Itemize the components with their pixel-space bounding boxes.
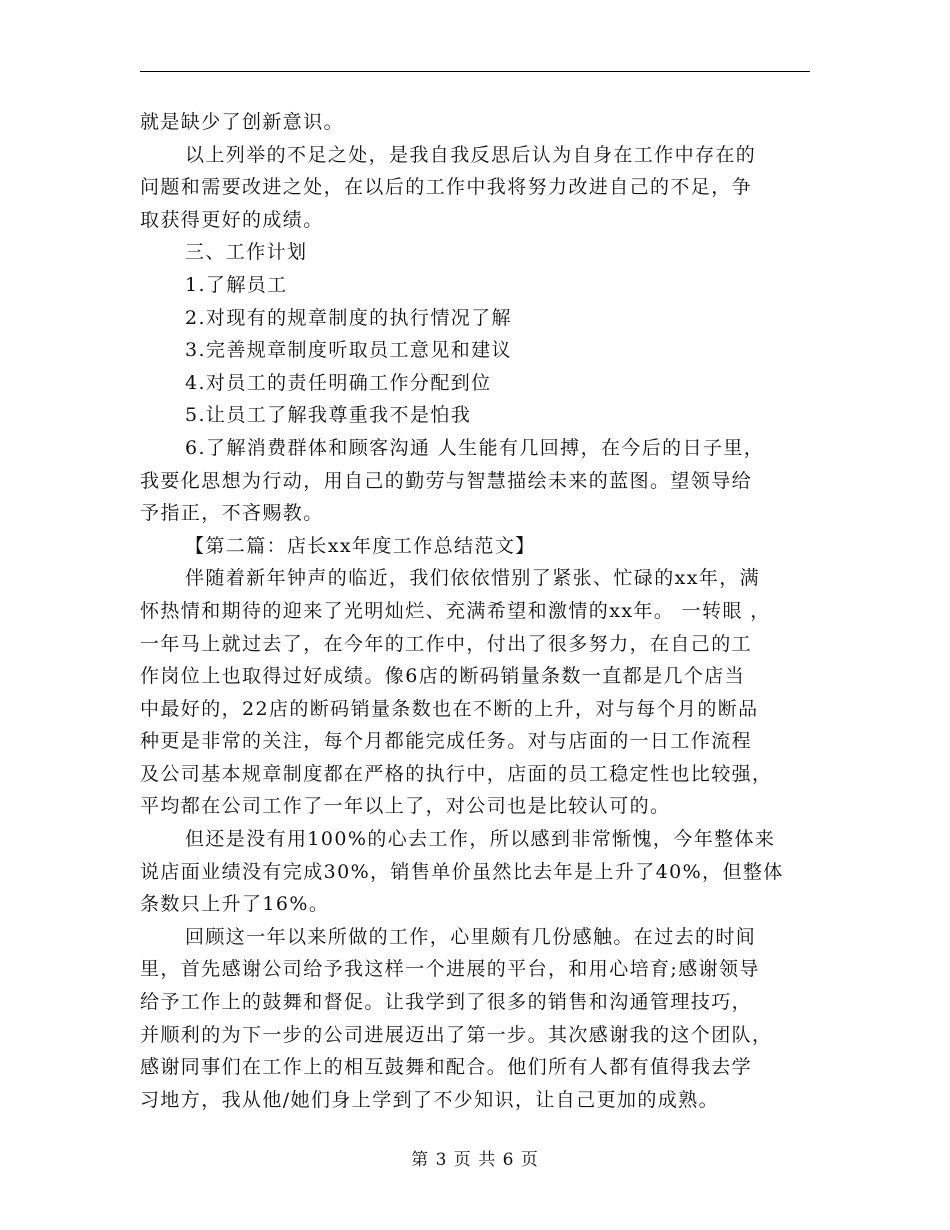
text-line: 3.完善规章制度听取员工意见和建议: [185, 339, 512, 362]
text-line: 回顾这一年以来所做的工作，心里颇有几份感触。在过去的时间: [185, 925, 757, 948]
text-line: 作岗位上也取得过好成绩。像6店的断码销量条数一直都是几个店当: [140, 665, 746, 688]
text-line: 予指正，不吝赐教。: [140, 502, 324, 525]
text-line: 里，首先感谢公司给予我这样一个进展的平台，和用心培育;感谢领导: [140, 958, 760, 981]
text-line: 感谢同事们在工作上的相互鼓舞和配合。他们所有人都有值得我去学: [140, 1056, 753, 1079]
text-line: 1.了解员工: [185, 273, 288, 296]
text-line: 给予工作上的鼓舞和督促。让我学到了很多的销售和沟通管理技巧，: [140, 991, 753, 1014]
text-line: 2.对现有的规章制度的执行情况了解: [185, 306, 512, 329]
text-line: 伴随着新年钟声的临近，我们依依惜别了紧张、忙碌的xx年，满: [185, 567, 761, 590]
page-footer: 第 3 页 共 6 页: [411, 1150, 539, 1170]
text-line: 问题和需要改进之处，在以后的工作中我将努力改进自己的不足，争: [140, 176, 753, 199]
text-line: 中最好的，22店的断码销量条数也在不断的上升，对与每个月的断品: [140, 697, 759, 720]
text-line: 三、工作计划: [185, 241, 308, 264]
document-body: [140, 106, 812, 1116]
text-line: 并顺利的为下一步的公司进展迈出了第一步。其次感谢我的这个团队，: [140, 1023, 773, 1046]
text-line: 习地方，我从他/她们身上学到了不少知识，让自己更加的成熟。: [140, 1088, 720, 1111]
text-line: 说店面业绩没有完成30%，销售单价虽然比去年是上升了40%，但整体: [140, 860, 784, 883]
text-line: 以上列举的不足之处，是我自我反思后认为自身在工作中存在的: [185, 143, 757, 166]
text-line: 平均都在公司工作了一年以上了，对公司也是比较认可的。: [140, 795, 671, 818]
text-line: 我要化思想为行动，用自己的勤劳与智慧描绘未来的蓝图。望领导给: [140, 469, 753, 492]
text-line: 取获得更好的成绩。: [140, 208, 324, 231]
header-rule: [140, 71, 810, 72]
text-line: 就是缺少了创新意识。: [140, 111, 345, 133]
text-line: 条数只上升了16%。: [140, 893, 330, 916]
text-line: 及公司基本规章制度都在严格的执行中，店面的员工稳定性也比较强，: [140, 762, 773, 785]
text-line: 怀热情和期待的迎来了光明灿烂、充满希望和激情的xx年。 一转眼 ，: [140, 599, 771, 622]
text-line: 6.了解消费群体和顾客沟通 人生能有几回搏，在今后的日子里，: [185, 436, 765, 459]
text-line: 【第二篇：店长xx年度工作总结范文】: [185, 534, 536, 557]
text-line: 5.让员工了解我尊重我不是怕我: [185, 404, 472, 427]
text-line: 种更是非常的关注，每个月都能完成任务。对与店面的一日工作流程: [140, 730, 753, 753]
text-line: 但还是没有用100%的心去工作，所以感到非常惭愧，今年整体来: [185, 828, 776, 851]
text-line: 一年马上就过去了，在今年的工作中，付出了很多努力，在自己的工: [140, 632, 753, 655]
text-line: 4.对员工的责任明确工作分配到位: [185, 371, 492, 394]
